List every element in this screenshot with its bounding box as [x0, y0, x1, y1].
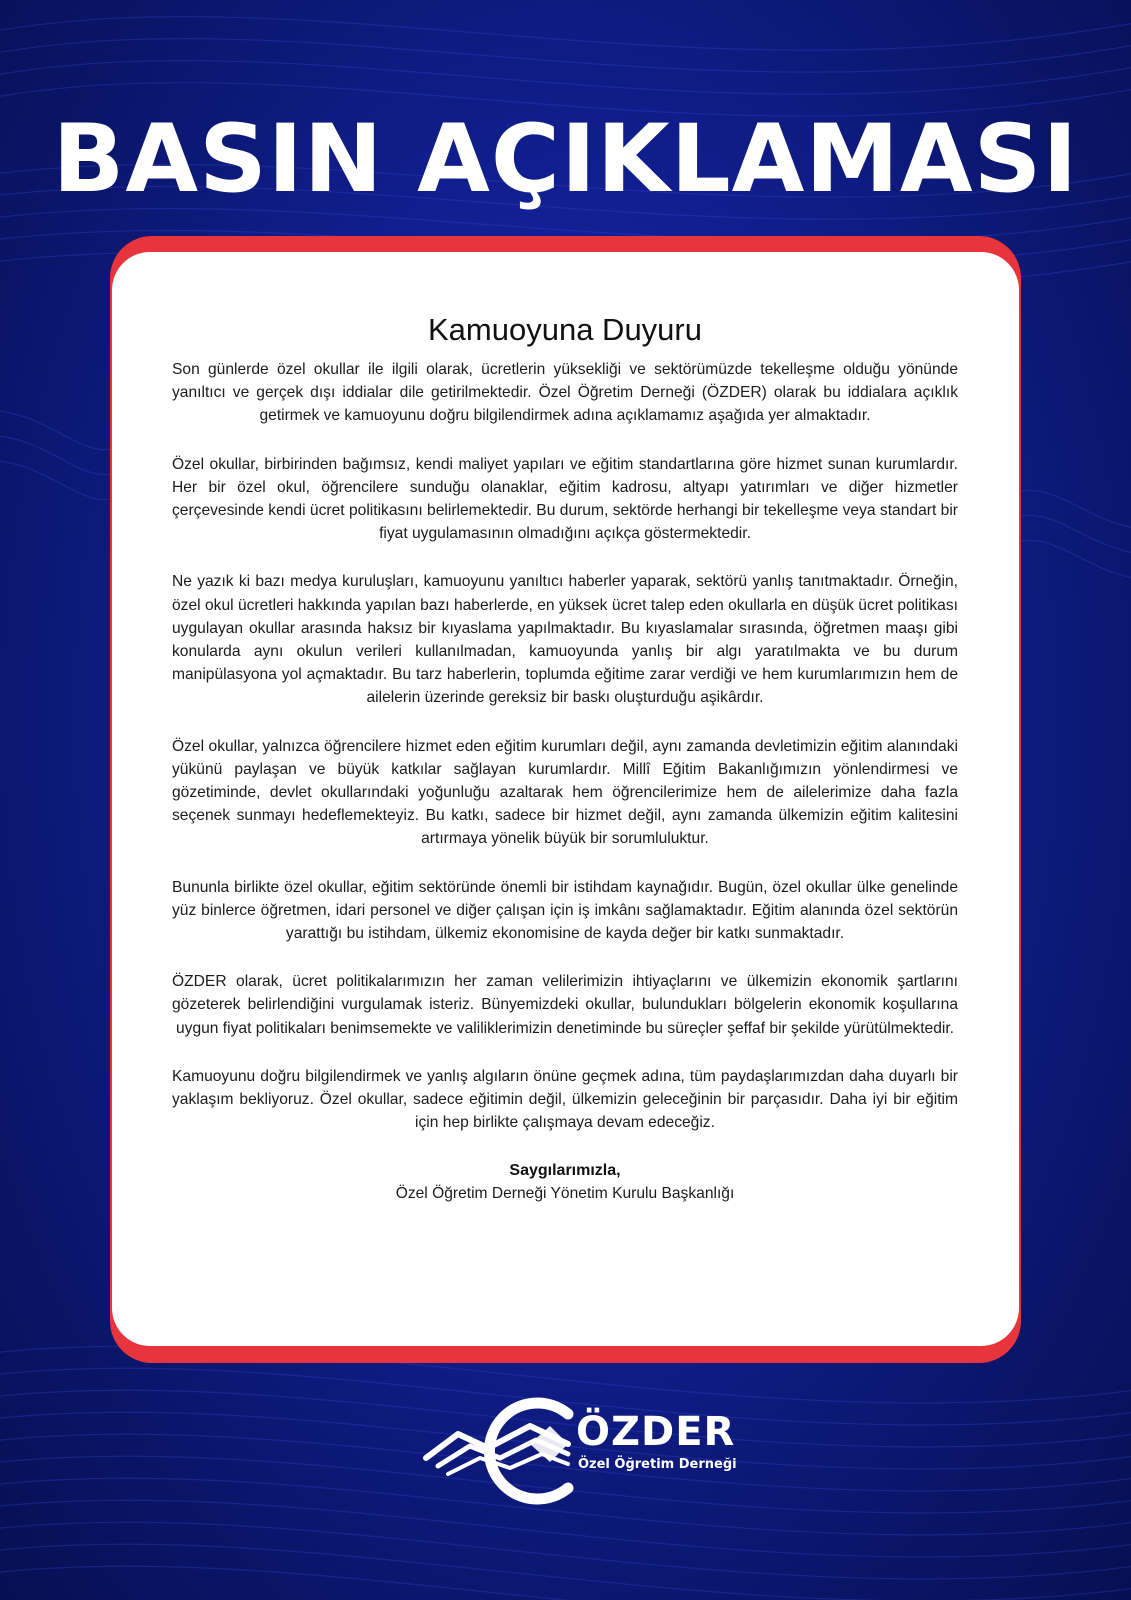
paragraph: Özel okullar, yalnızca öğrencilere hizmet eden eğitim kurumları değil, aynı zamanda devletimizin eğitim alanındaki yükünü paylaşan ve büyük katkılar sağlayan kurumlardır. Millî Eğitim Bakanlığımızın yönlendirmesi ve gözetiminde, devlet okullarındaki yoğunluğu azaltarak hem öğrencilerimize hem de ailelerimize daha fazla seçenek sunmayı hedeflemekteyiz. Bu katkı, sadece bir hizmet değil, aynı zamanda ülkemizin eğitim kalitesini artırmaya yönelik büyük bir sorumluluktur. — [172, 737, 958, 848]
logo-subtitle: Özel Öğretim Derneği — [578, 1457, 737, 1472]
paragraph: Kamuoyunu doğru bilgilendirmek ve yanlış algıların önüne geçmek adına, tüm paydaşlarımızdan daha duyarlı bir yaklaşım bekliyoruz. Özel okullar, sadece eğitimin değil, ülkemizin geleceğinin bir parçasıdır. Daha iyi bir eğitim için hep birlikte çalışmaya devam edeceğiz. — [172, 1067, 958, 1132]
paragraph: ÖZDER olarak, ücret politikalarımızın her zaman velilerimizin ihtiyaçlarını ve ülkemizin ekonomik şartlarını gözeterek belirlendiğini vurgulamak isteriz. Bünyemizdeki okullar, bulundukları bölgelerin ekonomik koşullarına uygun fiyat politikaları benimsemekte ve valiliklerimizin denetiminde bu süreçler şeffaf bir şekilde yürütülmektedir. — [172, 973, 958, 1037]
paragraph: Ne yazık ki bazı medya kuruluşları, kamuoyunu yanıltıcı haberler yaparak, sektörü yanlış tanıtmaktadır. Örneğin, özel okul ücretleri hakkında yapılan bazı haberlerde, en yüksek ücret talep eden okullarla en düşük ücret politikası uygulayan okullar arasında haksız bir kıyaslama yapılmaktadır. Bu kıyaslamalar sırasında, öğretmen maaşı gibi konularda aynı okulun verileri kullanılmadan, kamuoyunda yanlış bir algı yaratılmakta ve bu durum manipülasyona yol açmaktadır. Bu tarz haberlerin, toplumda eğitime zarar verdiği ve hem kurumlarımızın hem de ailelerin üzerinde gereksiz bir baskı oluşturduğu aşikârdır. — [172, 573, 958, 707]
paragraph: Son günlerde özel okullar ile ilgili olarak, ücretlerin yüksekliği ve sektörümüzde tekelleşme olduğu yönünde yanıltıcı ve gerçek dışı iddialar dile getirilmektedir. Özel Öğretim Derneği (ÖZDER) olarak bu iddialara açıklık getirmek ve kamuoyunu doğru bilgilendirmek adına açıklamamız aşağıda yer almaktadır. — [172, 361, 958, 425]
document-heading: Kamuoyuna Duyuru — [428, 312, 702, 347]
sign-off: Saygılarımızla, — [509, 1162, 621, 1180]
signature: Özel Öğretim Derneği Yönetim Kurulu Başkanlığı — [395, 1185, 735, 1203]
document-body — [172, 310, 958, 1205]
paragraph: Özel okullar, birbirinden bağımsız, kendi maliyet yapıları ve eğitim standartlarına göre hizmet sunan kurumlardır. Her bir özel okul, öğrencilere sunduğu olanaklar, eğitim kadrosu, altyapı yatırımları ve diğer hizmetler çerçevesinde kendi ücret politikasını belirlemektedir. Bu durum, sektörde herhangi bir tekelleşme veya standart bir fiyat uygulamasının olmadığını açıkça göstermektedir. — [172, 455, 958, 543]
page-title: BASIN AÇIKLAMASI — [52, 105, 1079, 214]
logo-name: ÖZDER — [576, 1409, 736, 1455]
paragraph: Bununla birlikte özel okullar, eğitim sektöründe önemli bir istihdam kaynağıdır. Bugün, özel okullar ülke genelinde yüz binlerce öğretmen, idari personel ve diğer çalışan için iş imkânı sağlamaktadır. Eğitim alanında özel sektörün yarattığı bu istihdam, ülkemiz ekonomisine de kayda değer bir katkı sunmaktadır. — [172, 878, 958, 943]
